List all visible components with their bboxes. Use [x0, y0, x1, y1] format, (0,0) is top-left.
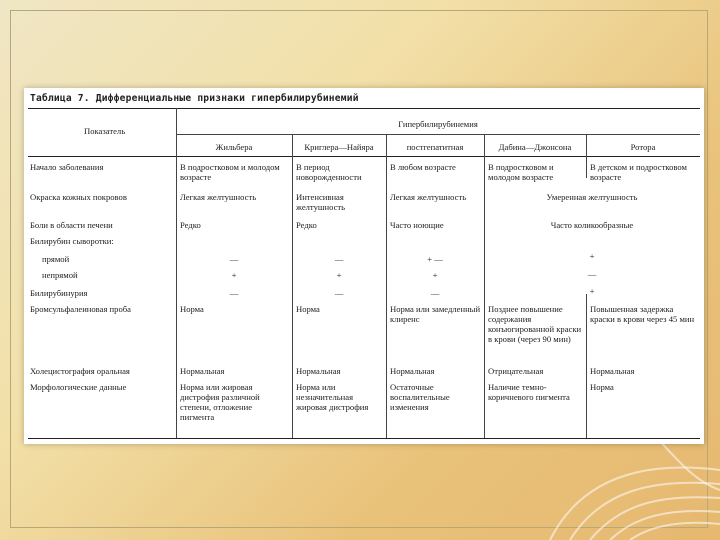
- row-label-onset: Начало заболевания: [30, 162, 104, 172]
- row-label-pain: Боли в области печени: [30, 220, 113, 230]
- col-header-crigler: Криглера—Найяра: [304, 142, 374, 152]
- row-label-bilirubin: Билирубин сыворотки:: [30, 236, 114, 246]
- cell-onset-crigler: В период новорожденности: [296, 162, 362, 182]
- cell-morph-crigler: Норма или незначительная жировая дистрофия: [296, 382, 369, 412]
- cell-skin-dubin-rotor: Умеренная желтушность: [546, 192, 638, 202]
- row-label-bilirubinuria: Билирубинурия: [30, 288, 88, 298]
- cell-indirect-posthep: +: [432, 270, 438, 280]
- cell-bsp-dubin: Позднее повышение содержания конъюгированной краски в крови (через 90 мин): [488, 304, 582, 344]
- cell-direct-crigler: —: [334, 254, 344, 264]
- cell-direct-gilbert: —: [229, 254, 239, 264]
- cell-chole-dubin: Отрицательная: [488, 366, 544, 376]
- cell-skin-crigler: Интенсивная желтушность: [296, 192, 346, 212]
- header-rule: [28, 156, 700, 157]
- cell-onset-gilbert: В подростковом и молодом возрасте: [180, 162, 280, 182]
- table-caption: Таблица 7. Дифференциальные признаки гипербилирубинемий: [30, 93, 359, 104]
- cell-chole-gilbert: Нормальная: [180, 366, 225, 376]
- cell-indirect-crigler: +: [336, 270, 342, 280]
- col-header-dubin: Дабина—Джонсона: [498, 142, 572, 152]
- cell-bsp-gilbert: Норма: [180, 304, 204, 314]
- cell-pain-gilbert: Редко: [180, 220, 201, 230]
- row-label-direct: прямой: [42, 254, 70, 264]
- cell-direct-dubin-rotor: +: [589, 251, 595, 261]
- cell-direct-posthep: + —: [427, 254, 443, 264]
- cell-morph-posthep: Остаточные воспалительные изменения: [390, 382, 450, 412]
- cell-indirect-gilbert: +: [231, 270, 237, 280]
- col-header-gilbert: Жильбера: [215, 142, 253, 152]
- cell-skin-gilbert: Легкая желтушность: [180, 192, 257, 202]
- col-header-rotor: Ротора: [630, 142, 656, 152]
- subheader-rule: [176, 134, 700, 135]
- cell-morph-gilbert: Норма или жировая дистрофия различной степени, отложение пигмента: [180, 382, 260, 422]
- cell-bsp-posthep: Норма или замедленный клиренс: [390, 304, 481, 324]
- col-line: [292, 134, 293, 438]
- scanned-table: [24, 88, 704, 444]
- cell-bilirubinuria-posthep: —: [430, 288, 440, 298]
- cell-onset-rotor: В детском и подростковом возрасте: [590, 162, 687, 182]
- cell-bilirubinuria-crigler: —: [334, 288, 344, 298]
- col-header-posthep: постгепатитная: [406, 142, 464, 152]
- cell-skin-posthep: Легкая желтушность: [390, 192, 467, 202]
- cell-onset-posthep: В любом возрасте: [390, 162, 456, 172]
- cell-bsp-crigler: Норма: [296, 304, 320, 314]
- cell-pain-crigler: Редко: [296, 220, 317, 230]
- row-label-indirect: непрямой: [42, 270, 78, 280]
- cell-morph-dubin: Наличие темно-коричневого пигмента: [488, 382, 570, 402]
- col-line: [386, 134, 387, 438]
- cell-indirect-dubin-rotor: —: [587, 269, 597, 279]
- row-label-skin: Окраска кожных покровов: [30, 192, 127, 202]
- top-rule: [28, 108, 700, 109]
- cell-chole-crigler: Нормальная: [296, 366, 341, 376]
- cell-morph-rotor: Норма: [590, 382, 614, 392]
- cell-pain-dubin-rotor: Часто коликообразные: [550, 220, 634, 230]
- header-indicator: Показатель: [84, 126, 126, 136]
- bottom-rule: [28, 438, 700, 439]
- cell-bilirubinuria-dubin-rotor: +: [589, 286, 595, 296]
- col-line: [586, 134, 587, 178]
- cell-bilirubinuria-gilbert: —: [229, 288, 239, 298]
- cell-bsp-rotor: Повышенная задержка краски в крови через 45 мин: [590, 304, 695, 324]
- cell-onset-dubin: В подростковом и молодом возрасте: [488, 162, 554, 182]
- cell-chole-posthep: Нормальная: [390, 366, 435, 376]
- row-label-bsp: Бромсульфалеиновая проба: [30, 304, 131, 314]
- cell-pain-posthep: Часто ноющие: [390, 220, 444, 230]
- col-line: [586, 294, 587, 438]
- row-label-morph: Морфологические данные: [30, 382, 127, 392]
- header-group: Гипербилирубинемия: [398, 119, 478, 129]
- cell-chole-rotor: Нормальная: [590, 366, 635, 376]
- row-label-chole: Холецистография оральная: [30, 366, 130, 376]
